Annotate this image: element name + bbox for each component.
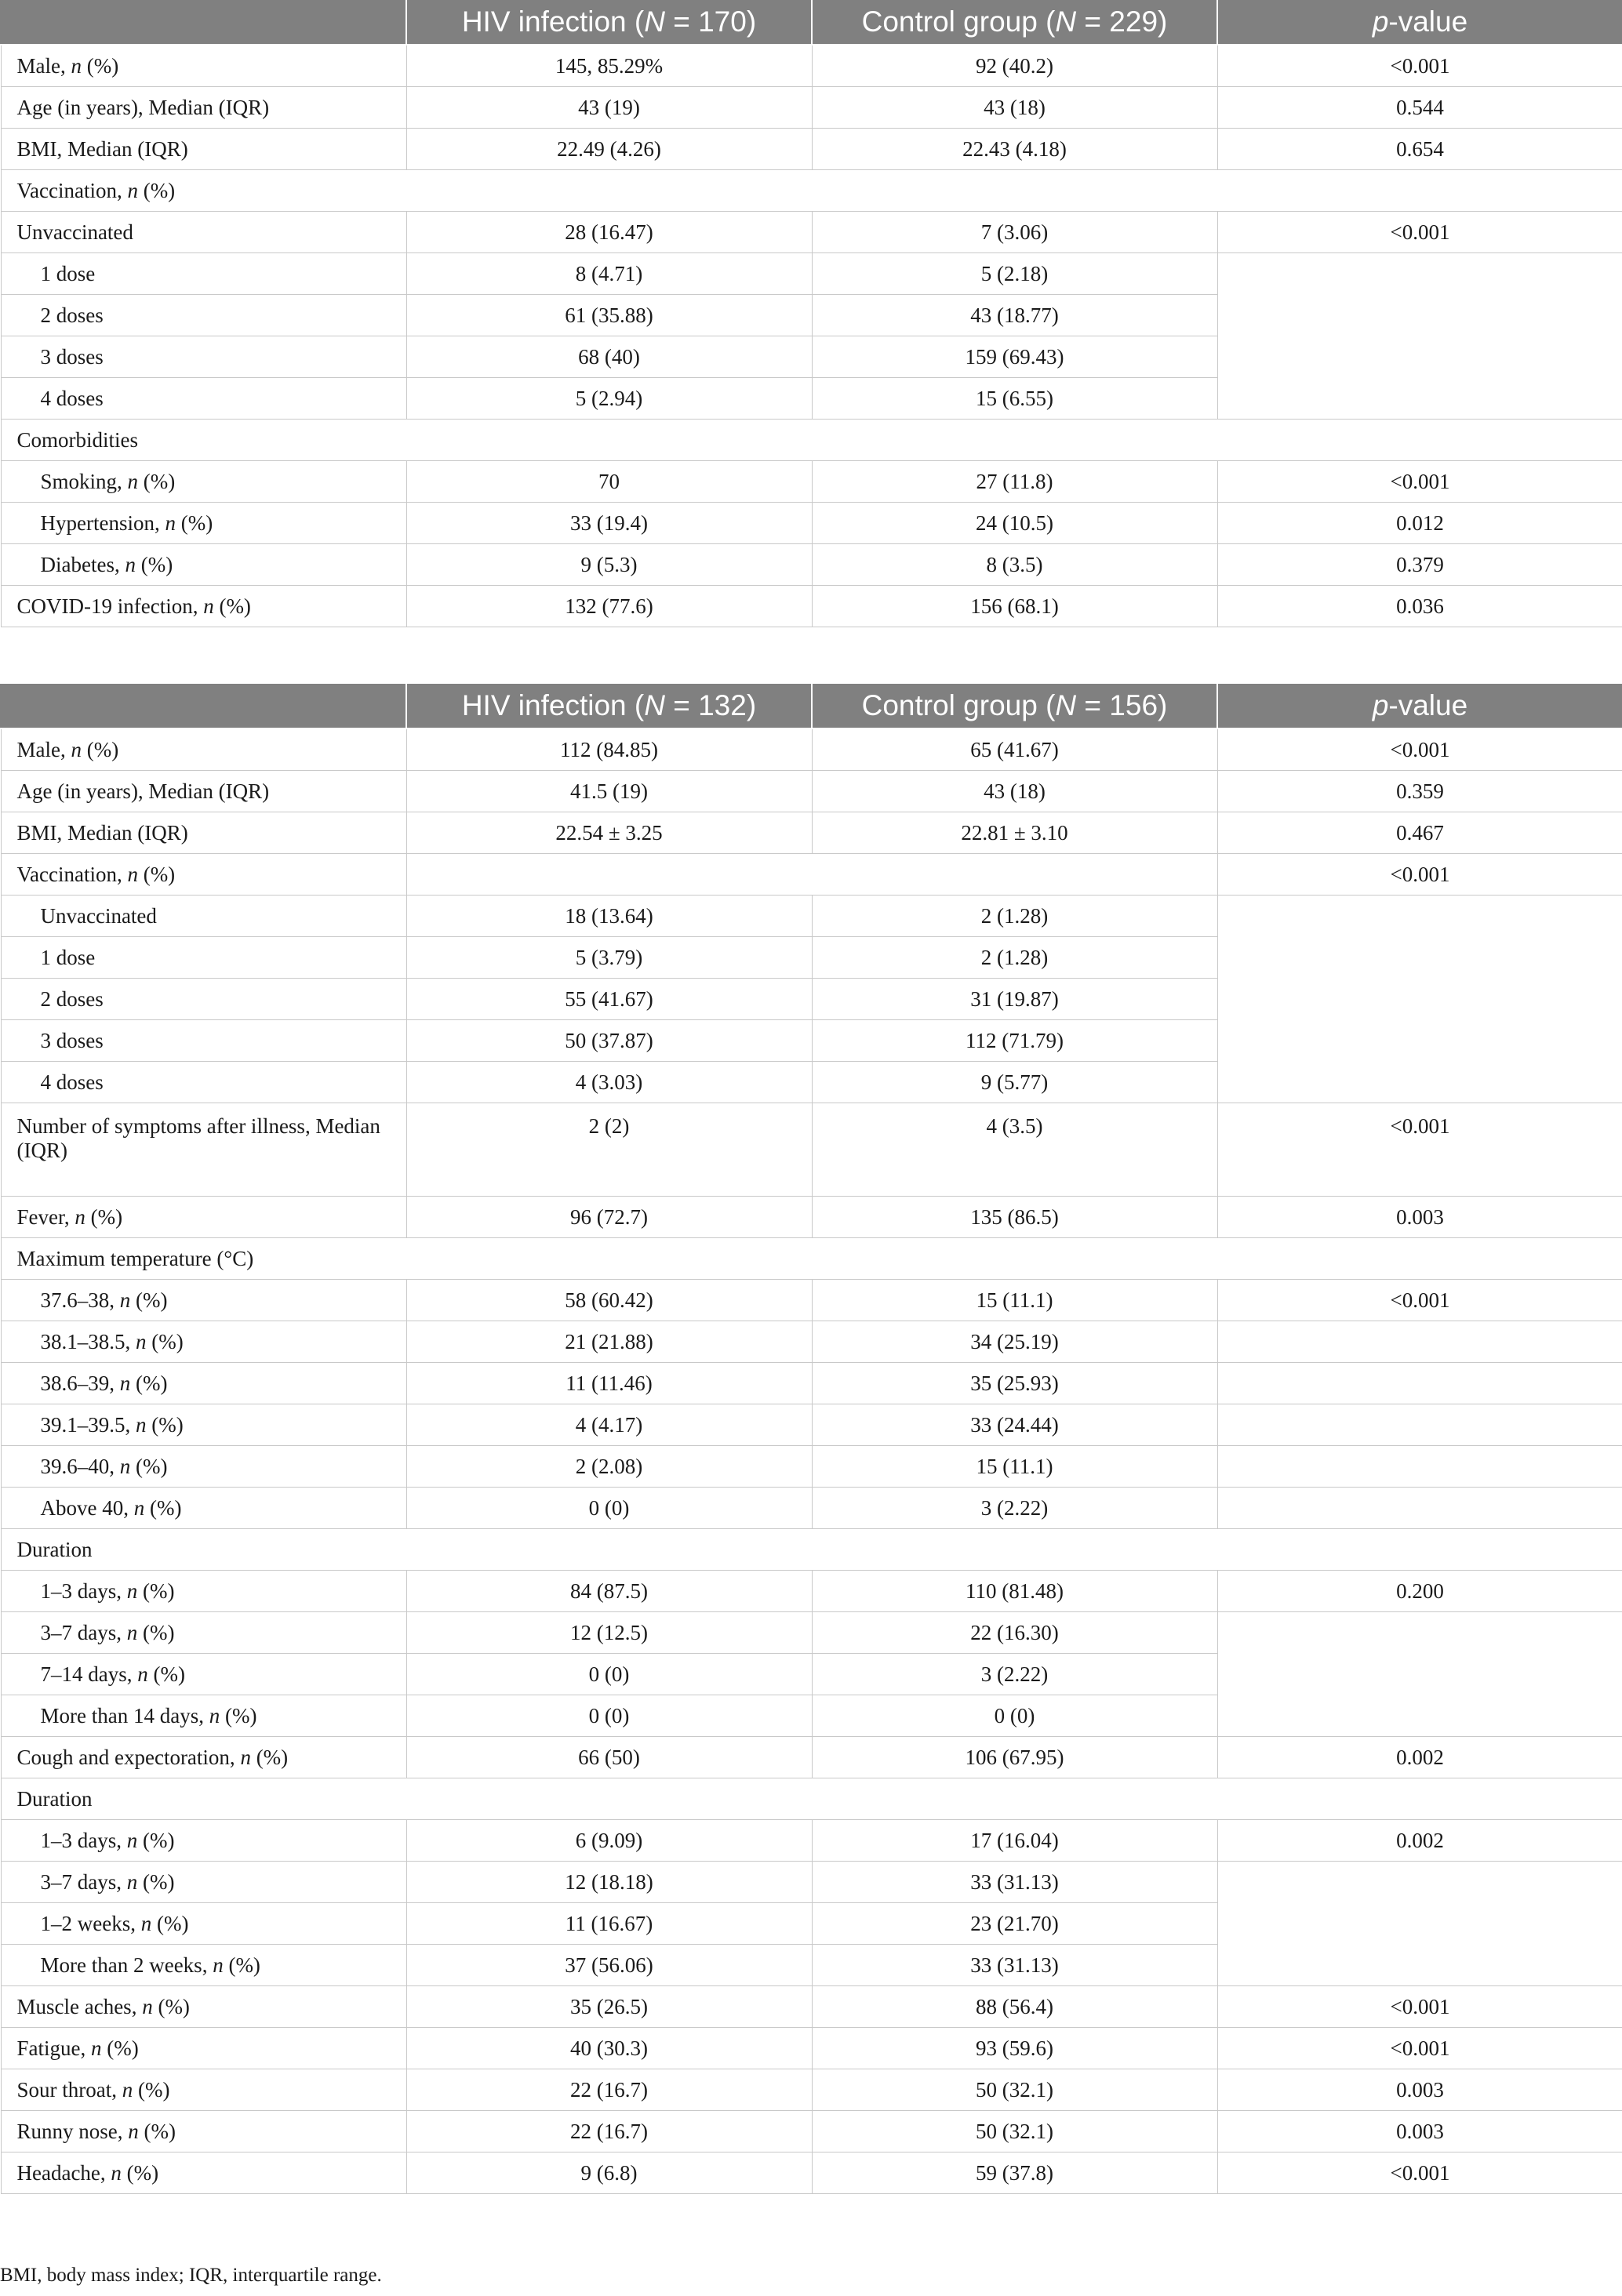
p-value: 0.002 (1217, 1820, 1622, 1862)
p-value: <0.001 (1217, 2152, 1622, 2194)
row-label: Number of symptoms after illness, Median (IQR) (1, 1103, 406, 1197)
row-label: 3–7 days, n (%) (1, 1612, 406, 1654)
table-row (1, 1446, 1622, 1488)
p-value-merged (1217, 253, 1622, 420)
hiv-value: 0 (0) (406, 1488, 812, 1529)
table-row (1, 1986, 1622, 2028)
row-label: 7–14 days, n (%) (1, 1654, 406, 1695)
table-row (1, 2152, 1622, 2194)
table-row (1, 1280, 1622, 1321)
table-header-row (1, 0, 1622, 45)
control-value: 7 (3.06) (812, 212, 1217, 253)
control-value: 5 (2.18) (812, 253, 1217, 295)
hiv-value: 21 (21.88) (406, 1321, 812, 1363)
hiv-value: 35 (26.5) (406, 1986, 812, 2028)
section-row (1, 1529, 1622, 1571)
table-row (1, 2028, 1622, 2069)
table-row (1, 87, 1622, 129)
hiv-value: 22.49 (4.26) (406, 129, 812, 170)
control-value: 50 (32.1) (812, 2069, 1217, 2111)
hiv-value: 55 (41.67) (406, 979, 812, 1020)
hiv-value: 22.54 ± 3.25 (406, 812, 812, 854)
row-label: 39.6–40, n (%) (1, 1446, 406, 1488)
table-row (1, 1820, 1622, 1862)
row-label: Age (in years), Median (IQR) (1, 87, 406, 129)
p-value: <0.001 (1217, 1103, 1622, 1197)
hiv-value: 4 (4.17) (406, 1404, 812, 1446)
p-value (1217, 1488, 1622, 1529)
header-p-value: p-value (1217, 684, 1622, 728)
row-label: Unvaccinated (1, 896, 406, 937)
row-label: Male, n (%) (1, 45, 406, 87)
hiv-value: 84 (87.5) (406, 1571, 812, 1612)
row-label: Fatigue, n (%) (1, 2028, 406, 2069)
control-value: 33 (31.13) (812, 1862, 1217, 1903)
section-row (1, 1238, 1622, 1280)
table-row (1, 253, 1622, 295)
table-row (1, 1862, 1622, 1903)
row-label: Muscle aches, n (%) (1, 1986, 406, 2028)
row-label: 3–7 days, n (%) (1, 1862, 406, 1903)
control-value: 34 (25.19) (812, 1321, 1217, 1363)
control-value: 9 (5.77) (812, 1062, 1217, 1103)
hiv-value: 22 (16.7) (406, 2069, 812, 2111)
hiv-value: 132 (77.6) (406, 586, 812, 627)
hiv-value: 70 (406, 461, 812, 503)
control-value: 159 (69.43) (812, 336, 1217, 378)
p-value: 0.467 (1217, 812, 1622, 854)
hiv-value: 11 (11.46) (406, 1363, 812, 1404)
control-value: 22.81 ± 3.10 (812, 812, 1217, 854)
control-value: 50 (32.1) (812, 2111, 1217, 2152)
p-value: 0.200 (1217, 1571, 1622, 1612)
p-value: 0.003 (1217, 2111, 1622, 2152)
p-value-merged (1217, 1612, 1622, 1737)
control-value: 17 (16.04) (812, 1820, 1217, 1862)
p-value: 0.359 (1217, 771, 1622, 812)
row-label: Sour throat, n (%) (1, 2069, 406, 2111)
table-row (1, 503, 1622, 544)
control-value: 0 (0) (812, 1695, 1217, 1737)
hiv-value: 22 (16.7) (406, 2111, 812, 2152)
p-value: <0.001 (1217, 1280, 1622, 1321)
control-value: 31 (19.87) (812, 979, 1217, 1020)
hiv-value: 8 (4.71) (406, 253, 812, 295)
control-value: 23 (21.70) (812, 1903, 1217, 1945)
p-value-merged (1217, 896, 1622, 1103)
section-row (1, 420, 1622, 461)
table-row (1, 1488, 1622, 1529)
p-value: 0.003 (1217, 2069, 1622, 2111)
row-label: 39.1–39.5, n (%) (1, 1404, 406, 1446)
table-row (1, 1612, 1622, 1654)
p-value: <0.001 (1217, 728, 1622, 771)
table-row (1, 2111, 1622, 2152)
hiv-value: 43 (19) (406, 87, 812, 129)
p-value (1217, 1404, 1622, 1446)
row-label: 2 doses (1, 979, 406, 1020)
control-value: 22.43 (4.18) (812, 129, 1217, 170)
row-label: COVID-19 infection, n (%) (1, 586, 406, 627)
p-value: 0.002 (1217, 1737, 1622, 1778)
hiv-value: 0 (0) (406, 1695, 812, 1737)
p-value: <0.001 (1217, 854, 1622, 896)
p-value: 0.544 (1217, 87, 1622, 129)
hiv-value: 6 (9.09) (406, 1820, 812, 1862)
control-value: 24 (10.5) (812, 503, 1217, 544)
table-row (1, 212, 1622, 253)
row-label: BMI, Median (IQR) (1, 812, 406, 854)
p-value: 0.654 (1217, 129, 1622, 170)
control-value: 65 (41.67) (812, 728, 1217, 771)
control-value: 27 (11.8) (812, 461, 1217, 503)
p-value (1217, 1363, 1622, 1404)
hiv-value: 18 (13.64) (406, 896, 812, 937)
section-row (1, 1778, 1622, 1820)
table-row (1, 1321, 1622, 1363)
row-label: Cough and expectoration, n (%) (1, 1737, 406, 1778)
header-control: Control group (N = 156) (812, 684, 1217, 728)
p-value: <0.001 (1217, 461, 1622, 503)
table-row (1, 728, 1622, 771)
table-row (1, 1363, 1622, 1404)
control-value: 35 (25.93) (812, 1363, 1217, 1404)
hiv-value: 50 (37.87) (406, 1020, 812, 1062)
hiv-value: 66 (50) (406, 1737, 812, 1778)
control-value: 15 (11.1) (812, 1446, 1217, 1488)
row-label: 1 dose (1, 937, 406, 979)
control-value: 112 (71.79) (812, 1020, 1217, 1062)
hiv-value: 33 (19.4) (406, 503, 812, 544)
control-value: 43 (18) (812, 87, 1217, 129)
control-value: 2 (1.28) (812, 937, 1217, 979)
section-label: Comorbidities (1, 420, 1622, 461)
hiv-value: 41.5 (19) (406, 771, 812, 812)
table-row (1, 1404, 1622, 1446)
hiv-value: 9 (6.8) (406, 2152, 812, 2194)
p-value (1217, 1446, 1622, 1488)
control-value: 106 (67.95) (812, 1737, 1217, 1778)
hiv-value: 112 (84.85) (406, 728, 812, 771)
table-row (1, 1737, 1622, 1778)
p-value: 0.012 (1217, 503, 1622, 544)
header-hiv: HIV infection (N = 170) (406, 0, 812, 45)
hiv-value: 12 (12.5) (406, 1612, 812, 1654)
control-value: 93 (59.6) (812, 2028, 1217, 2069)
control-value: 15 (11.1) (812, 1280, 1217, 1321)
table-row (1, 129, 1622, 170)
row-label: Diabetes, n (%) (1, 544, 406, 586)
hiv-value: 28 (16.47) (406, 212, 812, 253)
baseline-characteristics-table (0, 0, 1622, 627)
p-value (1217, 1321, 1622, 1363)
hiv-value: 37 (56.06) (406, 1945, 812, 1986)
row-label: 1–2 weeks, n (%) (1, 1903, 406, 1945)
control-value: 8 (3.5) (812, 544, 1217, 586)
table-row (1, 1197, 1622, 1238)
hiv-value: 68 (40) (406, 336, 812, 378)
p-value: 0.003 (1217, 1197, 1622, 1238)
section-label: Vaccination, n (%) (1, 854, 406, 896)
p-value: <0.001 (1217, 212, 1622, 253)
section-label: Duration (1, 1529, 1622, 1571)
table-row (1, 45, 1622, 87)
control-value: 33 (31.13) (812, 1945, 1217, 1986)
header-blank (1, 684, 406, 728)
row-label: 4 doses (1, 378, 406, 420)
hiv-value: 5 (2.94) (406, 378, 812, 420)
row-label: More than 2 weeks, n (%) (1, 1945, 406, 1986)
hiv-value: 4 (3.03) (406, 1062, 812, 1103)
hiv-value: 61 (35.88) (406, 295, 812, 336)
control-value: 3 (2.22) (812, 1488, 1217, 1529)
header-hiv: HIV infection (N = 132) (406, 684, 812, 728)
hiv-value: 0 (0) (406, 1654, 812, 1695)
row-label: 3 doses (1, 336, 406, 378)
hiv-value: 11 (16.67) (406, 1903, 812, 1945)
row-label: 2 doses (1, 295, 406, 336)
table-row (1, 771, 1622, 812)
control-value: 110 (81.48) (812, 1571, 1217, 1612)
control-value: 22 (16.30) (812, 1612, 1217, 1654)
header-blank (1, 0, 406, 45)
control-value: 33 (24.44) (812, 1404, 1217, 1446)
header-p-value: p-value (1217, 0, 1622, 45)
control-value: 43 (18.77) (812, 295, 1217, 336)
p-value: <0.001 (1217, 45, 1622, 87)
hiv-value: 2 (2) (406, 1103, 812, 1197)
row-label: Above 40, n (%) (1, 1488, 406, 1529)
table-row (1, 896, 1622, 937)
p-value: <0.001 (1217, 1986, 1622, 2028)
row-label: 38.1–38.5, n (%) (1, 1321, 406, 1363)
hiv-value: 145, 85.29% (406, 45, 812, 87)
hiv-value: 5 (3.79) (406, 937, 812, 979)
row-label: Hypertension, n (%) (1, 503, 406, 544)
table-row (1, 586, 1622, 627)
row-label: 37.6–38, n (%) (1, 1280, 406, 1321)
hiv-value: 12 (18.18) (406, 1862, 812, 1903)
control-value: 2 (1.28) (812, 896, 1217, 937)
section-label: Duration (1, 1778, 1622, 1820)
control-value: 43 (18) (812, 771, 1217, 812)
control-value: 88 (56.4) (812, 1986, 1217, 2028)
section-row (1, 854, 1622, 896)
hiv-value: 9 (5.3) (406, 544, 812, 586)
p-value: 0.379 (1217, 544, 1622, 586)
table-row (1, 461, 1622, 503)
row-label: More than 14 days, n (%) (1, 1695, 406, 1737)
row-label: 1 dose (1, 253, 406, 295)
table-row (1, 544, 1622, 586)
hiv-value: 2 (2.08) (406, 1446, 812, 1488)
control-value: 135 (86.5) (812, 1197, 1217, 1238)
control-value: 59 (37.8) (812, 2152, 1217, 2194)
row-label: BMI, Median (IQR) (1, 129, 406, 170)
merged-empty-cell (406, 854, 1217, 896)
p-value-merged (1217, 1862, 1622, 1986)
hiv-value: 40 (30.3) (406, 2028, 812, 2069)
row-label: Unvaccinated (1, 212, 406, 253)
p-value: 0.036 (1217, 586, 1622, 627)
row-label: Fever, n (%) (1, 1197, 406, 1238)
section-label: Vaccination, n (%) (1, 170, 1622, 212)
control-value: 156 (68.1) (812, 586, 1217, 627)
hiv-value: 58 (60.42) (406, 1280, 812, 1321)
row-label: Male, n (%) (1, 728, 406, 771)
row-label: Headache, n (%) (1, 2152, 406, 2194)
row-label: 1–3 days, n (%) (1, 1820, 406, 1862)
covid-symptoms-table (0, 684, 1622, 2194)
table-row (1, 1571, 1622, 1612)
row-label: Age (in years), Median (IQR) (1, 771, 406, 812)
table-header-row (1, 684, 1622, 728)
table-footnote: BMI, body mass index; IQR, interquartile range. (0, 2265, 382, 2286)
control-value: 92 (40.2) (812, 45, 1217, 87)
section-row (1, 170, 1622, 212)
row-label: 3 doses (1, 1020, 406, 1062)
row-label: Runny nose, n (%) (1, 2111, 406, 2152)
hiv-value: 96 (72.7) (406, 1197, 812, 1238)
table-row (1, 1103, 1622, 1197)
row-label: 1–3 days, n (%) (1, 1571, 406, 1612)
p-value: <0.001 (1217, 2028, 1622, 2069)
control-value: 4 (3.5) (812, 1103, 1217, 1197)
row-label: 38.6–39, n (%) (1, 1363, 406, 1404)
section-label: Maximum temperature (°C) (1, 1238, 1622, 1280)
row-label: Smoking, n (%) (1, 461, 406, 503)
control-value: 3 (2.22) (812, 1654, 1217, 1695)
table-row (1, 812, 1622, 854)
table-row (1, 2069, 1622, 2111)
control-value: 15 (6.55) (812, 378, 1217, 420)
header-control: Control group (N = 229) (812, 0, 1217, 45)
row-label: 4 doses (1, 1062, 406, 1103)
